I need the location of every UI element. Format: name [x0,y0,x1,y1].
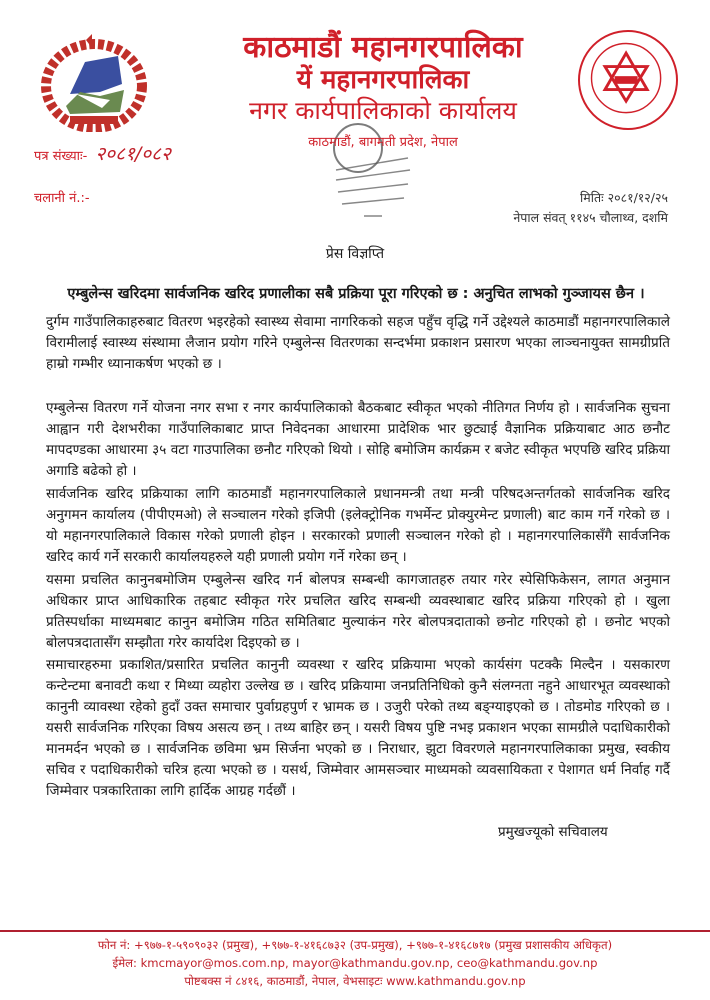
paragraph: समाचारहरुमा प्रकाशित/प्रसारित प्रचलित कानुनी व्यवस्था र खरिद प्रक्रियामा भएको कार्यसंग पटक्कै मिल्दैन । यसकारण कन्टेन्टमा बनावटी कथा र मिथ्या व्यहोरा उल्लेख छ । खरिद प्रक्रियामा जनप्रतिनिधिको कुनै संलग्नता नहुने आधारभूत व्यवस्थाको कानुनी व्यावस्था रहेको हुदाँ उक्त समाचार पुर्वाग्रहपुर्ण र भ्रामक छ । उजुरी परेको तथ्य बङ्ग्याइएको छ । तोडमोड गरिएको छ । यसरी सार्वजनिक गरिएका विषय असत्य छन् । तथ्य बाहिर छन् । यसरी विषय पुष्टि नभइ प्रकाशन भएका सामग्रीले पदाधिकारीको मानमर्दन भएको छ । सार्वजनिक छविमा भ्रम सिर्जना भएको छ । निराधार, झुटा विवरणले महानगरपालिकाका प्रमुख, स्वकीय सचिव र पदाधिकारीको चरित्र हत्या भएको छ । यसर्थ, जिम्मेवार आमसञ्चार माध्यमको व्यवसायिकता र पेशागत धर्म निर्वाह गर्दै जिम्मेवार पत्रकारिताका लागि हार्दिक आग्रह गर्दछौं । [46,657,670,799]
document-type: प्रेस विज्ञप्ति [325,246,385,262]
date-block [513,188,668,228]
date: मितिः २०८१/१२/२५ [580,190,668,205]
footer-divider [0,930,710,932]
letter-number-label: पत्र संख्याः- [34,149,88,164]
footer-emails: ईमेल: kmcmayor@mos.com.np, mayor@kathmandu.gov.np, ceo@kathmandu.gov.np [112,956,598,970]
paragraph: यसमा प्रचलित कानुनबमोजिम एम्बुलेन्स खरिद गर्न बोलपत्र सम्बन्धी कागजातहरु तयार गरेर स्पेसिफिकेसन, लागत अनुमान अधिकार प्राप्त आधिकारिक तहबाट स्वीकृत गरेर प्रचलित खरिद सम्बन्धी व्यवस्थाबाट खरिद प्रक्रिया गरिएको हो । खुला प्रतिस्पर्धाका माध्यमबाट कानुन बमोजिम गठित समितिबाट मुल्याकंन गरेर बोलपत्रदाताको छनोट गरिएको हो । छनोट भएको बोलपत्रदातासँग सम्झौता गरेर कार्यादेश दिइएको छ । [46,572,670,651]
nepal-emblem-logo [40,34,148,132]
municipality-title-newa: यें महानगरपालिका [296,65,470,95]
paragraph: एम्बुलेन्स वितरण गर्ने योजना नगर सभा र नगर कार्यपालिकाको बैठकबाट स्वीकृत भएको नीतिगत निर्णय हो । सार्वजनिक सुचना आह्वान गरी देशभरीका गाउँपालिकाबाट प्राप्त निवेदनका आधारमा प्रादेशिक भार छुट्याई वैज्ञानिक प्रक्रियाबाट आठ छनौट मापदण्डका आधारमा ३५ वटा गाउपालिका छनौट गरिएको थियो । सोहि बमोजिम कार्यक्रम र बजेट स्वीकृत भएपछि खरिद प्रक्रिया अगाडि बढेको हो । [46,400,670,479]
office-address: काठमाडौं, बागमती प्रदेश, नेपाल [308,135,458,150]
footer-phones: फोन नं: +९७७-१-५९०९०३२ (प्रमुख), +९७७-१-४१६८७३२ (उप-प्रमुख), +९७७-१-४१६८७१७ (प्रमुख प्रशासकीय अधिकृत) [97,938,613,952]
paragraph: सार्वजनिक खरिद प्रक्रियाका लागि काठमाडौं महानगरपालिकाले प्रधानमन्त्री तथा मन्त्री परिषदअन्तर्गतको सार्वजनिक खरिद अनुगमन कार्यालय (पीपीएमओ) ले सञ्चालन गरेको इजिपी (इलेक्ट्रोनिक गभर्मेन्ट प्रोक्युरमेन्ट प्रणाली) बाट काम गर्ने गरेको छ । यो महानगरपालिकाले विकास गरेको प्रणाली होइन । सरकारको प्रणाली सञ्चालन गरेको हो । महानगरपालिकासँगै सार्वजनिक खरिद कार्य गर्ने सरकारी कार्यालयहरुले यही प्रणाली प्रयोग गर्ने गरेका छन् । [46,486,670,565]
footer-address: पोष्टबक्स नं ८४१६, काठमाडौं, नेपाल, वेभसाइटः www.kathmandu.gov.np [184,974,526,988]
letter-number-value: २०८१/०८२ [95,143,171,165]
paragraph: दुर्गम गाउँपालिकाहरुबाट वितरण भइरहेको स्वास्थ्य सेवामा नागरिकको सहज पहुँच वृद्धि गर्ने उद्देश्यले काठमाडौं महानगरपालिकाले विरामीलाई स्वास्थ्य संस्थामा लैजान प्रयोग गरिने एम्बुलेन्स वितरणका सन्दर्भमा प्रकाशन प्रसारण भएका लाञ्चनायुक्त सामग्रीप्रति हाम्रो गम्भीर ध्यानाकर्षण भएको छ । [46,314,670,372]
headline: एम्बुलेन्स खरिदमा सार्वजनिक खरिद प्रणालीका सबै प्रक्रिया पूरा गरिएको छ : अनुचित लाभको गुञ्जायस छैन । [67,286,645,302]
signatory: प्रमुखज्यूको सचिवालय [498,824,608,840]
office-title: नगर कार्यपालिकाको कार्यालय [249,96,517,125]
chalani-number-label: चलानी नं.:- [34,191,90,206]
municipality-title: काठमाडौं महानगरपालिका [243,30,523,65]
letter-number [34,145,171,166]
nepal-sambat-date: नेपाल संवत् ११४५ चौलाथ्व, दशमि [513,210,668,225]
